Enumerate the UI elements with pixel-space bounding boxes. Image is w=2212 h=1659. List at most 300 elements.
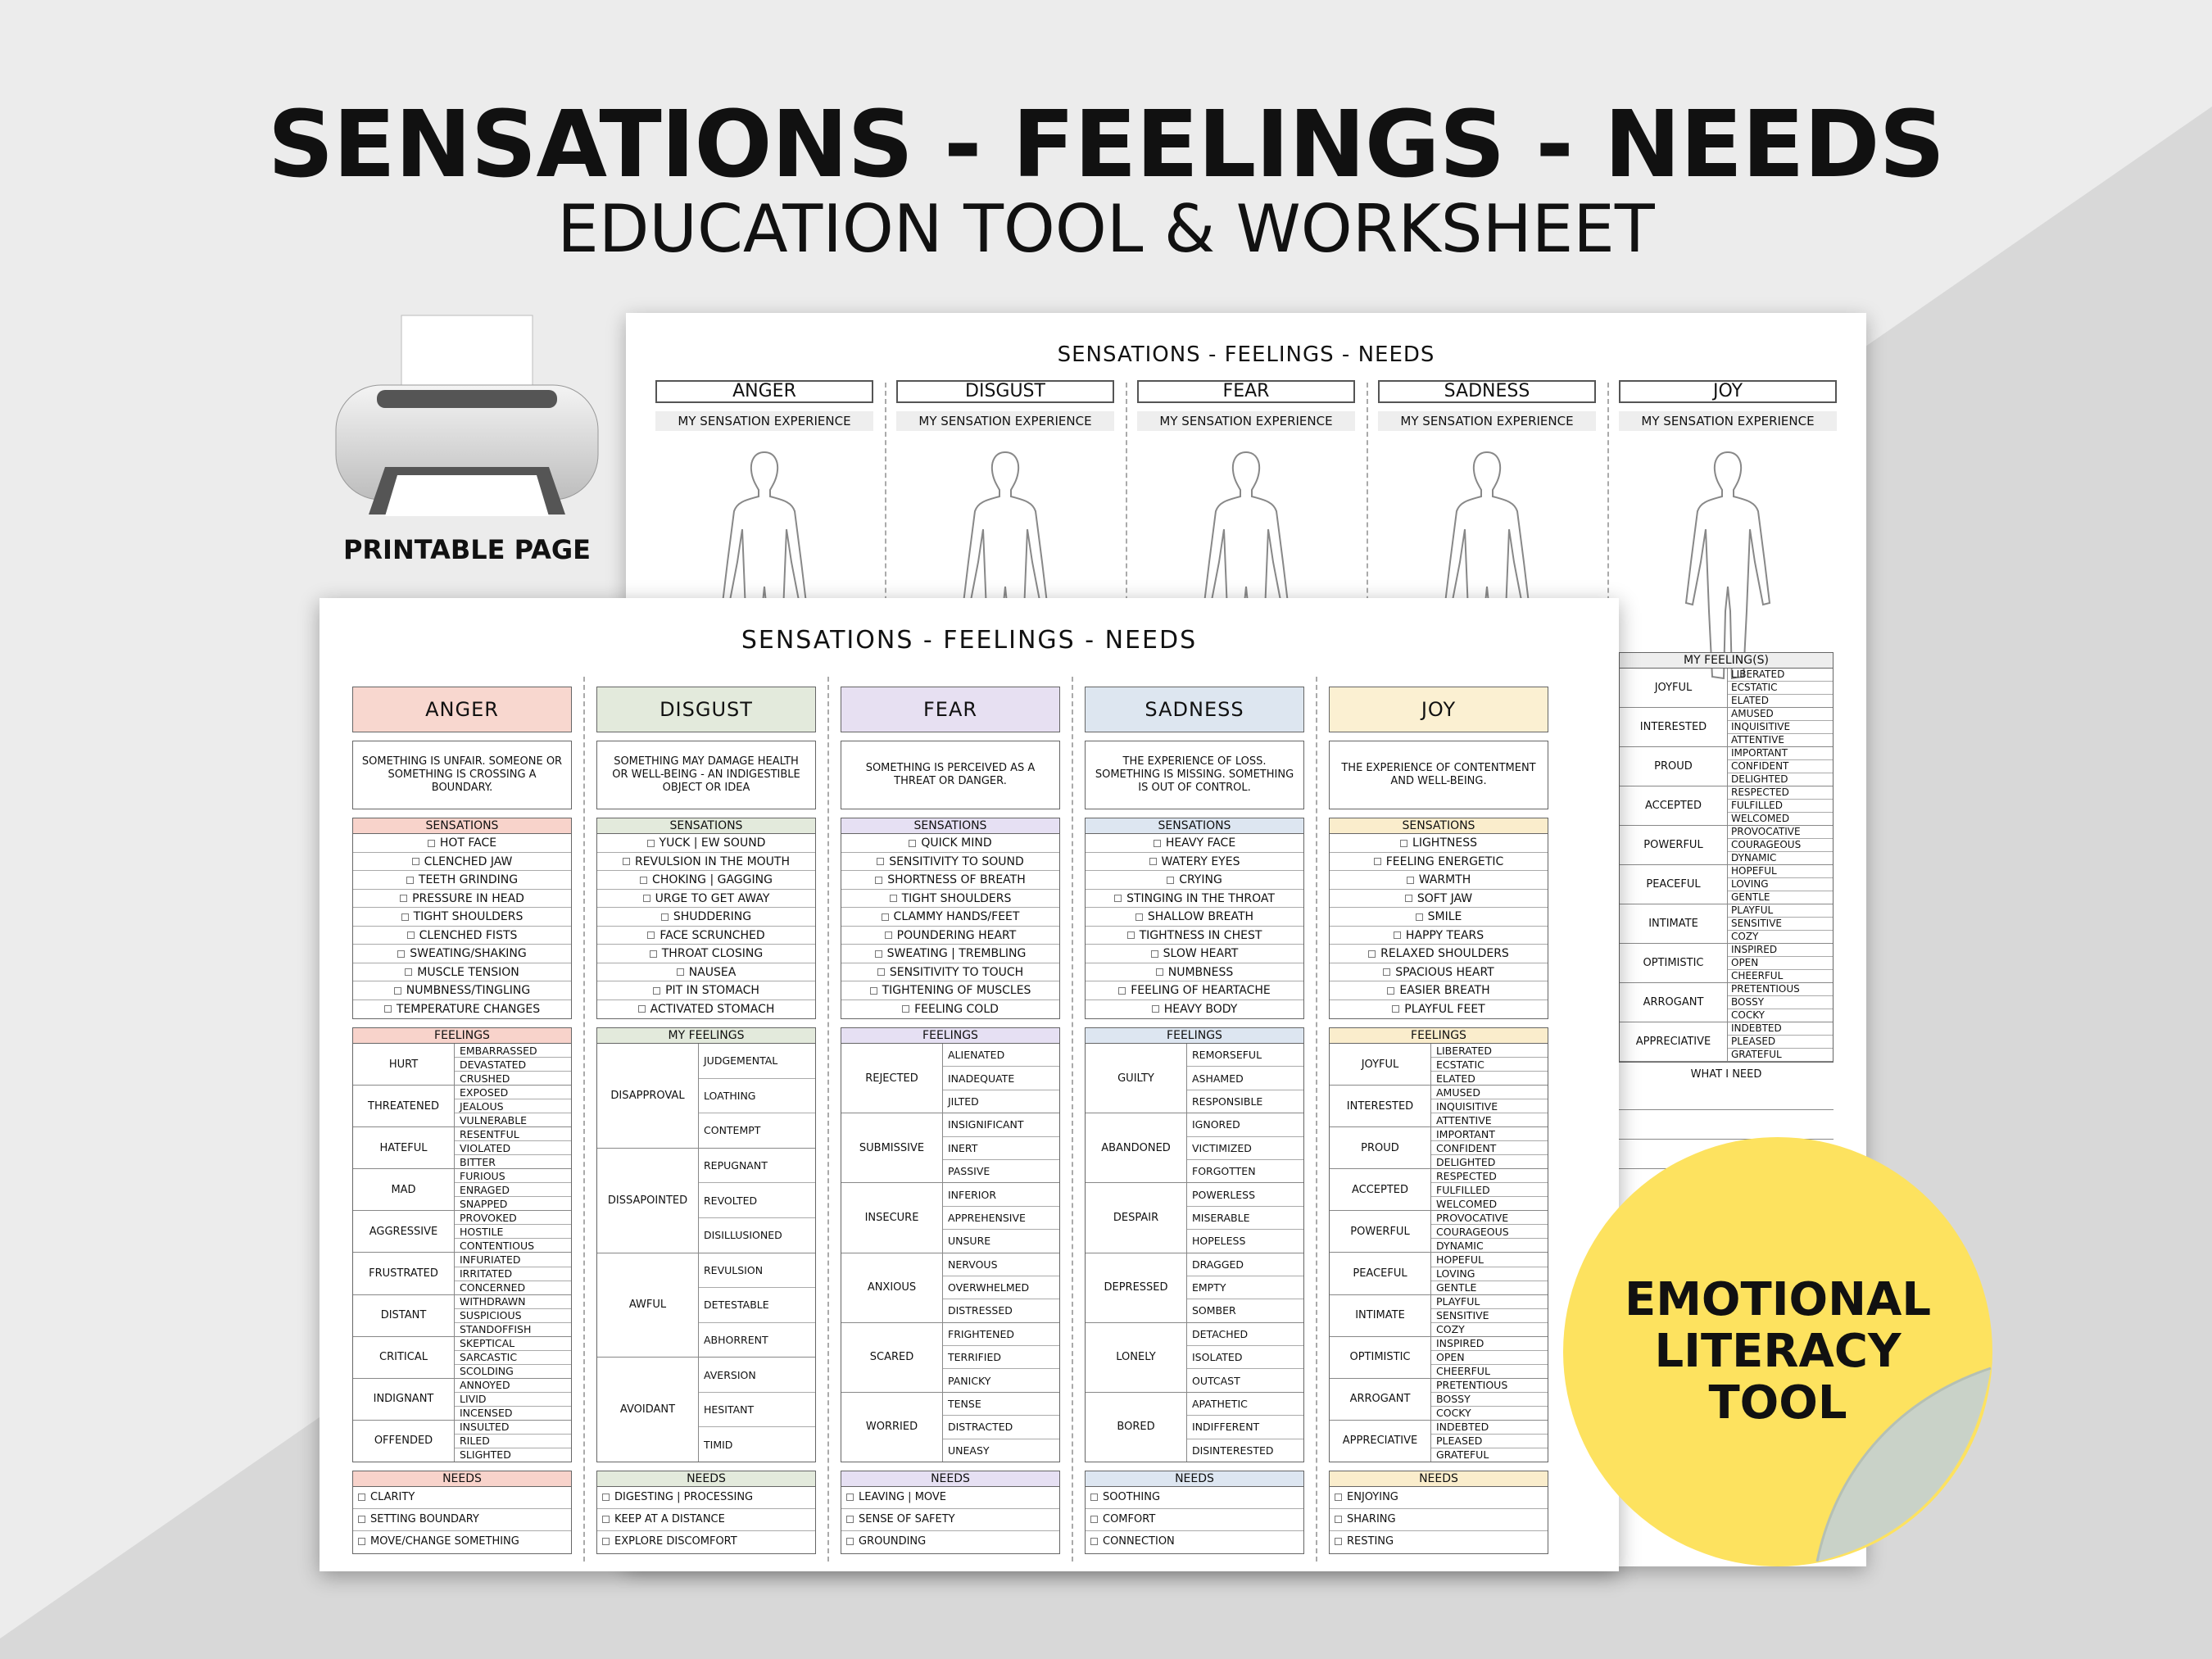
- feeling-group: [353, 1127, 571, 1169]
- feeling-word[interactable]: REVULSION: [699, 1253, 815, 1289]
- need-item[interactable]: [1086, 1509, 1303, 1531]
- back-feeling-word[interactable]: INDEBTED: [1728, 1022, 1833, 1036]
- back-feeling-word[interactable]: SENSITIVE: [1728, 918, 1833, 931]
- checkbox-icon[interactable]: [405, 968, 412, 976]
- feeling-word[interactable]: GRATEFUL: [1436, 1448, 1489, 1462]
- sensation-item[interactable]: [841, 871, 1059, 890]
- need-item[interactable]: [1086, 1487, 1303, 1509]
- sensation-item[interactable]: [1330, 963, 1548, 982]
- checkbox-icon[interactable]: [1090, 1494, 1098, 1501]
- feeling-group-label: ARROGANT: [1330, 1379, 1431, 1420]
- need-item[interactable]: [841, 1509, 1059, 1531]
- feeling-word[interactable]: FULFILLED: [1431, 1183, 1548, 1197]
- feeling-word[interactable]: DELIGHTED: [1436, 1155, 1496, 1168]
- need-item[interactable]: [841, 1531, 1059, 1553]
- back-feeling-word[interactable]: DYNAMIC: [1731, 852, 1777, 863]
- back-feeling-word[interactable]: LOVING: [1728, 878, 1833, 891]
- need-item[interactable]: [353, 1531, 571, 1553]
- emotion-description: SOMETHING MAY DAMAGE HEALTH OR WELL-BEING - AN INDIGESTIBLE OBJECT OR IDEA: [596, 741, 816, 809]
- feeling-word[interactable]: PROVOKED: [455, 1211, 571, 1225]
- feeling-word[interactable]: INQUISITIVE: [1431, 1099, 1548, 1113]
- feeling-word[interactable]: BITTER: [460, 1155, 496, 1168]
- sensation-label: THROAT CLOSING: [661, 947, 764, 960]
- feeling-word[interactable]: UNEASY: [948, 1444, 990, 1457]
- need-item[interactable]: [597, 1509, 815, 1531]
- sensation-item[interactable]: [841, 981, 1059, 1000]
- checkbox-icon[interactable]: [647, 840, 655, 847]
- need-item[interactable]: [1330, 1509, 1548, 1531]
- feeling-word[interactable]: INDEBTED: [1431, 1421, 1548, 1435]
- feeling-word[interactable]: TERRIFIED: [943, 1346, 1059, 1369]
- body-outline-figure[interactable]: [1675, 447, 1781, 685]
- feeling-word[interactable]: CONCERNED: [460, 1281, 526, 1294]
- feeling-word[interactable]: RILED: [455, 1435, 571, 1448]
- sensation-item[interactable]: [597, 963, 815, 982]
- feeling-word[interactable]: FURIOUS: [455, 1169, 571, 1183]
- sensation-item[interactable]: [1086, 908, 1303, 927]
- feeling-word[interactable]: APPREHENSIVE: [943, 1207, 1059, 1230]
- feeling-word[interactable]: INERT: [943, 1137, 1059, 1160]
- needs-list: [841, 1471, 1060, 1554]
- need-item[interactable]: [1330, 1531, 1548, 1553]
- checkbox-icon[interactable]: [1400, 840, 1407, 847]
- back-feeling-word[interactable]: ATTENTIVE: [1731, 734, 1784, 746]
- feeling-word[interactable]: VULNERABLE: [460, 1113, 528, 1126]
- checkbox-icon[interactable]: [412, 858, 419, 865]
- checkbox-icon[interactable]: [885, 931, 892, 939]
- feeling-word[interactable]: COURAGEOUS: [1431, 1225, 1548, 1239]
- checkbox-icon[interactable]: [407, 931, 415, 939]
- sensation-item[interactable]: [353, 981, 571, 1000]
- checkbox-icon[interactable]: [1405, 895, 1412, 902]
- feeling-group-label: INTIMATE: [1330, 1295, 1431, 1336]
- feeling-word[interactable]: SOMBER: [1192, 1304, 1236, 1317]
- sensation-item[interactable]: [1330, 908, 1548, 927]
- feeling-word[interactable]: REPUGNANT: [699, 1149, 815, 1184]
- feeling-word[interactable]: HOPELESS: [1192, 1235, 1246, 1248]
- back-feeling-word[interactable]: COURAGEOUS: [1728, 839, 1833, 852]
- feeling-word[interactable]: INSULTED: [455, 1421, 571, 1435]
- feeling-word[interactable]: RESPONSIBLE: [1192, 1095, 1263, 1108]
- feeling-word[interactable]: DEVASTATED: [455, 1058, 571, 1072]
- back-feeling-word[interactable]: HOPEFUL: [1728, 865, 1833, 878]
- feeling-word[interactable]: DISILLUSIONED: [704, 1229, 782, 1242]
- sticker-line-1: EMOTIONAL: [1624, 1273, 1932, 1326]
- feeling-word[interactable]: INFERIOR: [943, 1183, 1059, 1206]
- sensation-item[interactable]: [1086, 853, 1303, 872]
- checkbox-icon[interactable]: [890, 895, 897, 902]
- checkbox-icon[interactable]: [1118, 987, 1126, 995]
- feeling-word[interactable]: PANICKY: [948, 1374, 991, 1387]
- checkbox-icon[interactable]: [406, 877, 414, 884]
- checkbox-icon[interactable]: [1407, 877, 1414, 884]
- feeling-word[interactable]: COZY: [1436, 1323, 1465, 1336]
- checkbox-icon[interactable]: [1149, 858, 1157, 865]
- sensation-item[interactable]: [1086, 927, 1303, 945]
- feeling-group-label: FRUSTRATED: [353, 1253, 455, 1294]
- checkbox-icon[interactable]: [358, 1538, 365, 1545]
- sensation-item[interactable]: [1330, 945, 1548, 963]
- feeling-word[interactable]: ASHAMED: [1187, 1067, 1303, 1090]
- checkbox-icon[interactable]: [401, 913, 409, 921]
- checkbox-icon[interactable]: [1335, 1538, 1342, 1545]
- feeling-word[interactable]: IMPORTANT: [1431, 1127, 1548, 1141]
- feeling-word[interactable]: FORGOTTEN: [1192, 1165, 1256, 1178]
- feeling-word[interactable]: EMPTY: [1187, 1276, 1303, 1299]
- feeling-words: [455, 1127, 571, 1168]
- back-feeling-word[interactable]: PLEASED: [1728, 1036, 1833, 1049]
- sensation-item[interactable]: [841, 834, 1059, 853]
- feeling-word[interactable]: PROVOCATIVE: [1431, 1211, 1548, 1225]
- feeling-word[interactable]: SKEPTICAL: [455, 1337, 571, 1351]
- sensation-item[interactable]: [597, 871, 815, 890]
- feeling-word[interactable]: INSIGNIFICANT: [943, 1113, 1059, 1136]
- sensation-item[interactable]: [841, 853, 1059, 872]
- back-feeling-word[interactable]: PRETENTIOUS: [1728, 983, 1833, 996]
- feeling-word[interactable]: BOSSY: [1431, 1393, 1548, 1407]
- feeling-group: [353, 1421, 571, 1462]
- checkbox-icon[interactable]: [1090, 1538, 1098, 1545]
- feeling-word[interactable]: CONTENTIOUS: [460, 1239, 535, 1252]
- sensation-item[interactable]: [1330, 834, 1548, 853]
- back-need-line[interactable]: [1619, 1081, 1834, 1110]
- back-feeling-word[interactable]: RESPECTED: [1728, 786, 1833, 800]
- feeling-word[interactable]: UNSURE: [948, 1235, 991, 1248]
- feeling-word[interactable]: INFURIATED: [455, 1253, 571, 1267]
- need-label: GROUNDING: [859, 1535, 927, 1548]
- checkbox-icon[interactable]: [1335, 1516, 1342, 1523]
- back-feeling-group: [1620, 904, 1833, 944]
- feeling-word[interactable]: REVOLTED: [699, 1183, 815, 1218]
- back-feeling-group-label: INTIMATE: [1620, 904, 1728, 943]
- checkbox-icon[interactable]: [1368, 950, 1376, 958]
- feeling-word[interactable]: SNAPPED: [460, 1197, 508, 1210]
- checkbox-icon[interactable]: [640, 877, 647, 884]
- feeling-word[interactable]: LIVID: [455, 1393, 571, 1407]
- feeling-word[interactable]: ECSTATIC: [1431, 1058, 1548, 1072]
- back-feeling-word[interactable]: DELIGHTED: [1731, 773, 1788, 785]
- feeling-word[interactable]: DETESTABLE: [699, 1288, 815, 1323]
- feeling-word[interactable]: HESITANT: [699, 1393, 815, 1428]
- need-label: CONNECTION: [1103, 1535, 1175, 1548]
- sensation-item[interactable]: [841, 945, 1059, 963]
- need-item[interactable]: [597, 1487, 815, 1509]
- feeling-word[interactable]: SUSPICIOUS: [455, 1309, 571, 1323]
- need-item[interactable]: [1330, 1487, 1548, 1509]
- sensation-label: SENSITIVITY TO TOUCH: [889, 965, 1024, 979]
- feeling-word[interactable]: RESPECTED: [1431, 1169, 1548, 1183]
- checkbox-icon[interactable]: [1374, 858, 1381, 865]
- feeling-word[interactable]: JEALOUS: [455, 1099, 571, 1113]
- sensation-item[interactable]: [353, 853, 571, 872]
- feeling-word[interactable]: RESENTFUL: [455, 1127, 571, 1141]
- checkbox-icon[interactable]: [1156, 968, 1163, 976]
- feeling-word[interactable]: APATHETIC: [1187, 1393, 1303, 1416]
- sensation-item[interactable]: [1086, 890, 1303, 909]
- feeling-word[interactable]: INCENSED: [460, 1407, 513, 1420]
- feeling-word[interactable]: AVERSION: [699, 1358, 815, 1393]
- need-item[interactable]: [353, 1509, 571, 1531]
- sensation-item[interactable]: [841, 927, 1059, 945]
- sensation-item[interactable]: [353, 871, 571, 890]
- need-item[interactable]: [841, 1487, 1059, 1509]
- sensation-item[interactable]: [1330, 1000, 1548, 1019]
- column-fear: [841, 687, 1060, 1554]
- sensation-item[interactable]: [597, 1000, 815, 1019]
- feeling-words: [1431, 1086, 1548, 1126]
- checkbox-icon[interactable]: [846, 1516, 854, 1523]
- back-feeling-word[interactable]: CONFIDENT: [1728, 760, 1833, 773]
- checkbox-icon[interactable]: [846, 1494, 854, 1501]
- feeling-word[interactable]: TENSE: [943, 1393, 1059, 1416]
- back-feeling-word[interactable]: GRATEFUL: [1731, 1049, 1782, 1060]
- sensation-item[interactable]: [1086, 945, 1303, 963]
- checkbox-icon[interactable]: [1335, 1494, 1342, 1501]
- checkbox-icon[interactable]: [602, 1516, 610, 1523]
- sensation-item[interactable]: [841, 908, 1059, 927]
- feeling-word[interactable]: DETACHED: [1187, 1323, 1303, 1346]
- back-feeling-word[interactable]: INSPIRED: [1728, 944, 1833, 957]
- sensation-item[interactable]: [841, 890, 1059, 909]
- back-feeling-word[interactable]: LIBERATED: [1728, 669, 1833, 682]
- feeling-word[interactable]: MISERABLE: [1187, 1207, 1303, 1230]
- feeling-word[interactable]: COCKY: [1436, 1407, 1471, 1420]
- checkbox-icon[interactable]: [846, 1538, 854, 1545]
- feeling-word[interactable]: ISOLATED: [1187, 1346, 1303, 1369]
- checkbox-icon[interactable]: [428, 840, 435, 847]
- feeling-word[interactable]: PASSIVE: [948, 1165, 990, 1178]
- back-feeling-word[interactable]: AMUSED: [1728, 708, 1833, 721]
- checkbox-icon[interactable]: [394, 987, 401, 995]
- sticker-line-3: TOOL: [1708, 1376, 1847, 1430]
- feeling-word[interactable]: INADEQUATE: [943, 1067, 1059, 1090]
- checkbox-icon[interactable]: [647, 931, 655, 939]
- feeling-word[interactable]: DISTRESSED: [948, 1304, 1013, 1317]
- checkbox-icon[interactable]: [1394, 931, 1401, 939]
- sensation-item[interactable]: [353, 834, 571, 853]
- checkbox-icon[interactable]: [384, 1005, 392, 1013]
- checkbox-icon[interactable]: [1383, 968, 1390, 976]
- sensation-item[interactable]: [1330, 981, 1548, 1000]
- back-feeling-group-label: OPTIMISTIC: [1620, 944, 1728, 982]
- checkbox-icon[interactable]: [397, 950, 405, 958]
- back-feeling-word[interactable]: FULFILLED: [1728, 800, 1833, 813]
- checkbox-icon[interactable]: [1154, 840, 1161, 847]
- feeling-word[interactable]: ALIENATED: [943, 1044, 1059, 1067]
- back-feeling-word[interactable]: COZY: [1731, 931, 1759, 942]
- checkbox-icon[interactable]: [677, 968, 684, 976]
- sensation-item[interactable]: [353, 927, 571, 945]
- sensation-item[interactable]: [841, 1000, 1059, 1019]
- feeling-word[interactable]: DYNAMIC: [1436, 1239, 1484, 1252]
- back-feeling-word[interactable]: COCKY: [1731, 1009, 1765, 1021]
- feeling-word[interactable]: LIBERATED: [1431, 1044, 1548, 1058]
- sensation-item[interactable]: [597, 981, 815, 1000]
- sensation-item[interactable]: [841, 963, 1059, 982]
- sensation-item[interactable]: [1086, 963, 1303, 982]
- sensation-item[interactable]: [1086, 871, 1303, 890]
- checkbox-icon[interactable]: [602, 1538, 610, 1545]
- feeling-word[interactable]: PLEASED: [1431, 1435, 1548, 1448]
- feeling-word[interactable]: CRUSHED: [460, 1072, 510, 1085]
- checkbox-icon[interactable]: [1114, 895, 1122, 902]
- sensation-item[interactable]: [1330, 890, 1548, 909]
- sensation-item[interactable]: [353, 1000, 571, 1019]
- feeling-word[interactable]: NERVOUS: [943, 1253, 1059, 1276]
- sensation-item[interactable]: [597, 927, 815, 945]
- feeling-word[interactable]: TIMID: [704, 1438, 733, 1451]
- feeling-word[interactable]: IGNORED: [1187, 1113, 1303, 1136]
- feeling-word[interactable]: DISINTERESTED: [1192, 1444, 1274, 1457]
- checkbox-icon[interactable]: [358, 1494, 365, 1501]
- sensation-item[interactable]: [597, 853, 815, 872]
- feeling-word[interactable]: JUDGEMENTAL: [699, 1044, 815, 1079]
- feeling-group: [353, 1086, 571, 1127]
- sensation-item[interactable]: [1086, 1000, 1303, 1019]
- checkbox-icon[interactable]: [1090, 1516, 1098, 1523]
- feeling-word[interactable]: SARCASTIC: [455, 1351, 571, 1365]
- feeling-word[interactable]: STANDOFFISH: [460, 1323, 532, 1336]
- feeling-word[interactable]: LOATHING: [699, 1079, 815, 1114]
- checkbox-icon[interactable]: [1167, 877, 1174, 884]
- feeling-word[interactable]: PLAYFUL: [1431, 1295, 1548, 1309]
- feeling-word[interactable]: GENTLE: [1436, 1281, 1477, 1294]
- back-feeling-word[interactable]: WELCOMED: [1731, 813, 1790, 824]
- feeling-word[interactable]: DRAGGED: [1187, 1253, 1303, 1276]
- feeling-word[interactable]: EXPOSED: [455, 1086, 571, 1099]
- feeling-word[interactable]: INDIFFERENT: [1187, 1416, 1303, 1439]
- checkbox-icon[interactable]: [902, 1005, 909, 1013]
- feeling-words: [1431, 1379, 1548, 1420]
- feeling-word[interactable]: HOPEFUL: [1431, 1253, 1548, 1267]
- checkbox-icon[interactable]: [650, 950, 657, 958]
- feeling-word[interactable]: ATTENTIVE: [1436, 1113, 1492, 1126]
- checkbox-icon[interactable]: [623, 858, 630, 865]
- sensation-label: HEAVY FACE: [1165, 836, 1236, 850]
- feeling-group-label: CRITICAL: [353, 1337, 455, 1378]
- checkbox-icon[interactable]: [870, 987, 877, 995]
- back-feeling-word[interactable]: IMPORTANT: [1728, 747, 1833, 760]
- feeling-word[interactable]: HOSTILE: [455, 1225, 571, 1239]
- sensation-item[interactable]: [1330, 927, 1548, 945]
- need-item[interactable]: [353, 1487, 571, 1509]
- need-item[interactable]: [1086, 1531, 1303, 1553]
- feeling-word[interactable]: WELCOMED: [1436, 1197, 1498, 1210]
- checkbox-icon[interactable]: [1151, 950, 1158, 958]
- sensation-item[interactable]: [1330, 871, 1548, 890]
- feeling-word[interactable]: WITHDRAWN: [455, 1295, 571, 1309]
- checkbox-icon[interactable]: [875, 950, 882, 958]
- checkbox-icon[interactable]: [358, 1516, 365, 1523]
- back-feeling-word[interactable]: ELATED: [1731, 695, 1769, 706]
- back-feeling-word[interactable]: ECSTATIC: [1728, 682, 1833, 695]
- feeling-word[interactable]: INSPIRED: [1431, 1337, 1548, 1351]
- back-emotion-name: ANGER: [655, 380, 873, 403]
- sensation-item[interactable]: [353, 963, 571, 982]
- feeling-word[interactable]: CONTEMPT: [704, 1124, 761, 1137]
- feeling-word[interactable]: VIOLATED: [455, 1141, 571, 1155]
- sensation-item[interactable]: [597, 890, 815, 909]
- feeling-word[interactable]: FRIGHTENED: [943, 1323, 1059, 1346]
- checkbox-icon[interactable]: [1127, 931, 1135, 939]
- feeling-group: [1330, 1211, 1548, 1253]
- sensation-item[interactable]: [353, 945, 571, 963]
- checkbox-icon[interactable]: [1387, 987, 1394, 995]
- feeling-word[interactable]: DISTRACTED: [943, 1416, 1059, 1439]
- feeling-word[interactable]: OPEN: [1431, 1351, 1548, 1365]
- back-emotion-name: FEAR: [1137, 380, 1355, 403]
- feeling-word[interactable]: LOVING: [1431, 1267, 1548, 1281]
- feeling-word[interactable]: ENRAGED: [455, 1183, 571, 1197]
- checkbox-icon[interactable]: [653, 987, 660, 995]
- feeling-word[interactable]: PRETENTIOUS: [1431, 1379, 1548, 1393]
- sensation-item[interactable]: [353, 908, 571, 927]
- need-item[interactable]: [597, 1531, 815, 1553]
- back-feeling-word[interactable]: BOSSY: [1728, 996, 1833, 1009]
- feeling-word[interactable]: ANNOYED: [455, 1379, 571, 1393]
- feeling-word[interactable]: VICTIMIZED: [1187, 1137, 1303, 1160]
- checkbox-icon[interactable]: [1135, 913, 1143, 921]
- feeling-word[interactable]: IRRITATED: [455, 1267, 571, 1281]
- checkbox-icon[interactable]: [638, 1005, 646, 1013]
- feeling-word[interactable]: EMBARRASSED: [455, 1044, 571, 1058]
- checkbox-icon[interactable]: [909, 840, 916, 847]
- back-feeling-word[interactable]: INQUISITIVE: [1728, 721, 1833, 734]
- back-feeling-word[interactable]: PROVOCATIVE: [1728, 826, 1833, 839]
- back-feeling-word[interactable]: CHEERFUL: [1731, 970, 1784, 981]
- checkbox-icon[interactable]: [661, 913, 669, 921]
- feeling-word[interactable]: AMUSED: [1431, 1086, 1548, 1099]
- checkbox-icon[interactable]: [643, 895, 650, 902]
- checkbox-icon[interactable]: [1392, 1005, 1399, 1013]
- feeling-word[interactable]: ABHORRENT: [704, 1333, 768, 1346]
- feeling-word[interactable]: SENSITIVE: [1431, 1309, 1548, 1323]
- feeling-word[interactable]: SCOLDING: [460, 1365, 514, 1378]
- feeling-word[interactable]: JILTED: [948, 1095, 979, 1108]
- feeling-word[interactable]: SLIGHTED: [460, 1448, 511, 1462]
- checkbox-icon[interactable]: [1416, 913, 1423, 921]
- checkbox-icon[interactable]: [1152, 1005, 1159, 1013]
- feeling-word[interactable]: ELATED: [1436, 1072, 1475, 1085]
- checkbox-icon[interactable]: [400, 895, 407, 902]
- feeling-word[interactable]: CONFIDENT: [1431, 1141, 1548, 1155]
- back-feeling-word[interactable]: PLAYFUL: [1728, 904, 1833, 918]
- feeling-word[interactable]: REMORSEFUL: [1187, 1044, 1303, 1067]
- sensation-item[interactable]: [1330, 853, 1548, 872]
- sensation-item[interactable]: [1086, 834, 1303, 853]
- checkbox-icon[interactable]: [602, 1494, 610, 1501]
- checkbox-icon[interactable]: [877, 858, 884, 865]
- feeling-group: [353, 1211, 571, 1253]
- feeling-group-label: GUILTY: [1086, 1044, 1187, 1113]
- sensation-item[interactable]: [353, 890, 571, 909]
- back-feeling-word[interactable]: OPEN: [1728, 957, 1833, 970]
- sensation-item[interactable]: [1086, 981, 1303, 1000]
- feeling-word[interactable]: CHEERFUL: [1436, 1365, 1490, 1378]
- checkbox-icon[interactable]: [882, 913, 889, 921]
- sensation-item[interactable]: [597, 945, 815, 963]
- feeling-word[interactable]: OVERWHELMED: [943, 1276, 1059, 1299]
- need-label: RESTING: [1347, 1535, 1394, 1548]
- sensation-item[interactable]: [597, 908, 815, 927]
- feeling-group: [841, 1183, 1059, 1253]
- feeling-word[interactable]: OUTCAST: [1192, 1374, 1240, 1387]
- back-feeling-word[interactable]: GENTLE: [1731, 891, 1770, 903]
- checkbox-icon[interactable]: [877, 968, 885, 976]
- checkbox-icon[interactable]: [875, 877, 882, 884]
- feeling-word[interactable]: POWERLESS: [1187, 1183, 1303, 1206]
- sensation-item[interactable]: [597, 834, 815, 853]
